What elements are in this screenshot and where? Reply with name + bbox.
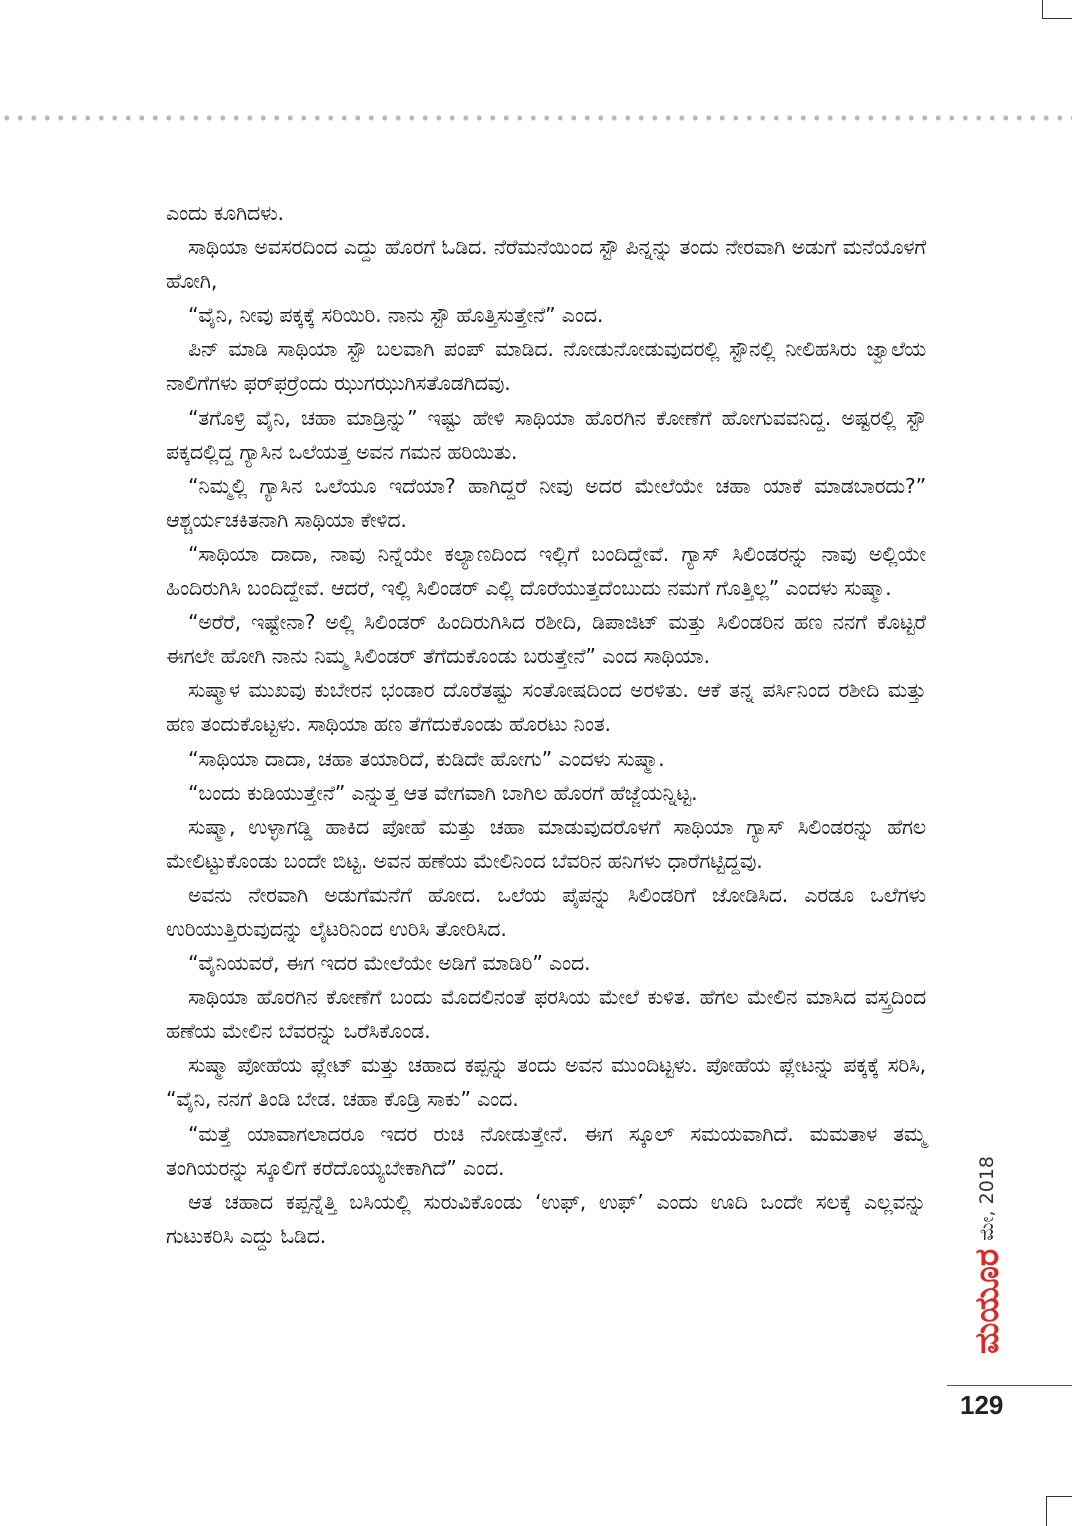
paragraph: “ಬಂದು ಕುಡಿಯುತ್ತೇನೆ” ಎನ್ನುತ್ತ ಆತ ವೇಗವಾಗಿ ಬಾಗಿಲ ಹೊರಗೆ ಹೆಜ್ಜೆಯನ್ನಿಟ್ಟ. (188, 780, 698, 805)
magazine-sidebar (966, 1133, 1008, 1376)
paragraph: ಪಿನ್ ಮಾಡಿ ಸಾಥಿಯಾ ಸ್ಟೌ ಬಲವಾಗಿ ಪಂಪ್ ಮಾಡಿದ. ನೋಡುನೋಡುವುದರಲ್ಲಿ ಸ್ಟೌನಲ್ಲಿ ನೀಲಿಹಸಿರು ಜ್ವಾಲೆಯ ನಾಲಿಗೆಗಳು ಫರ್‌ಫರ್ರೆಂದು ಝುಗಝುಗಿಸತೊಡಗಿದವು. (166, 337, 926, 396)
paragraph: ಸುಷ್ಮಾಳ ಮುಖವು ಕುಬೇರನ ಭಂಡಾರ ದೊರೆತಷ್ಟು ಸಂತೋಷದಿಂದ ಅರಳಿತು. ಆಕೆ ತನ್ನ ಪರ್ಸಿನಿಂದ ರಶೀದಿ ಮತ್ತು ಹಣ ತಂದುಕೊಟ್ಟಳು. ಸಾಥಿಯಾ ಹಣ ತೆಗೆದುಕೊಂಡು ಹೊರಟು ನಿಂತ. (166, 678, 926, 737)
paragraph: “ವೈನಿ, ನೀವು ಪಕ್ಕಕ್ಕೆ ಸರಿಯಿರಿ. ನಾನು ಸ್ಟೌ ಹೊತ್ತಿಸುತ್ತೇನೆ” ಎಂದ. (188, 303, 604, 328)
paragraph: ಆತ ಚಹಾದ ಕಪ್ಪನ್ನೆತ್ತಿ ಬಸಿಯಲ್ಲಿ ಸುರುವಿಕೊಂಡು ‘ಉಫ್, ಉಫ್’ ಎಂದು ಊದಿ ಒಂದೇ ಸಲಕ್ಕೆ ಎಲ್ಲವನ್ನು ಗುಟುಕರಿಸಿ ಎದ್ದು ಓಡಿದ. (166, 1189, 926, 1248)
paragraph: ಎಂದು ಕೂಗಿದಳು. (166, 201, 284, 225)
dotted-divider (0, 114, 1072, 122)
paragraph: “ನಿಮ್ಮಲ್ಲಿ ಗ್ಯಾಸಿನ ಒಲೆಯೂ ಇದೆಯಾ? ಹಾಗಿದ್ದರೆ ನೀವು ಅದರ ಮೇಲೆಯೇ ಚಹಾ ಯಾಕೆ ಮಾಡಬಾರದು?” ಆಶ್ಚರ್ಯಚಕಿತನಾಗಿ ಸಾಥಿಯಾ ಕೇಳಿದ. (166, 473, 926, 532)
paragraph: ಸಾಥಿಯಾ ಅವಸರದಿಂದ ಎದ್ದು ಹೊರಗೆ ಓಡಿದ. ನೆರೆಮನೆಯಿಂದ ಸ್ಟೌ ಪಿನ್ನನ್ನು ತಂದು ನೇರವಾಗಿ ಅಡುಗೆ ಮನೆಯೊಳಗೆ ಹೋಗಿ, (166, 235, 926, 294)
paragraph: ಸುಷ್ಮಾ ಪೋಹೆಯ ಪ್ಲೇಟ್ ಮತ್ತು ಚಹಾದ ಕಪ್ಪನ್ನು ತಂದು ಅವನ ಮುಂದಿಟ್ಟಳು. ಪೋಹೆಯ ಪ್ಲೇಟನ್ನು ಪಕ್ಕಕ್ಕೆ ಸರಿಸಿ, “ವೈನಿ, ನನಗೆ ತಿಂಡಿ ಬೇಡ. ಚಹಾ ಕೊಡ್ರಿ ಸಾಕು” ಎಂದ. (166, 1053, 926, 1112)
paragraph: ಅವನು ನೇರವಾಗಿ ಅಡುಗೆಮನೆಗೆ ಹೋದ. ಒಲೆಯ ಪೈಪನ್ನು ಸಿಲಿಂಡರಿಗೆ ಜೋಡಿಸಿದ. ಎರಡೂ ಒಲೆಗಳು ಉರಿಯುತ್ತಿರುವುದನ್ನು ಲೈಟರಿನಿಂದ ಉರಿಸಿ ತೋರಿಸಿದ. (166, 882, 926, 941)
paragraph: “ತಗೊಳ್ರಿ ವೈನಿ, ಚಹಾ ಮಾಡ್ರಿನ್ನು” ಇಷ್ಟು ಹೇಳಿ ಸಾಥಿಯಾ ಹೊರಗಿನ ಕೋಣೆಗೆ ಹೋಗುವವನಿದ್ದ. ಅಷ್ಟರಲ್ಲಿ ಸ್ಟೌ ಪಕ್ಕದಲ್ಲಿದ್ದ ಗ್ಯಾಸಿನ ಒಲೆಯತ್ತ ಅವನ ಗಮನ ಹರಿಯಿತು. (166, 405, 926, 464)
crop-mark-bottom (1046, 1496, 1072, 1526)
paragraph: “ಮತ್ತೆ ಯಾವಾಗಲಾದರೂ ಇದರ ರುಚಿ ನೋಡುತ್ತೇನೆ. ಈಗ ಸ್ಕೂಲ್ ಸಮಯವಾಗಿದೆ. ಮಮತಾಳ ತಮ್ಮ ತಂಗಿಯರನ್ನು ಸ್ಕೂಲಿಗೆ ಕರೆದೊಯ್ಯಬೇಕಾಗಿದೆ” ಎಂದ. (166, 1121, 926, 1180)
page-number: 129 (960, 1390, 1004, 1420)
magazine-logo: ಮಯೂರ (967, 1248, 1006, 1354)
crop-mark-top (1042, 0, 1072, 19)
article-body (166, 196, 926, 1253)
paragraph: “ಅರೆರೆ, ಇಷ್ಟೇನಾ? ಅಲ್ಲಿ ಸಿಲಿಂಡರ್ ಹಿಂದಿರುಗಿಸಿದ ರಶೀದಿ, ಡಿಪಾಜಿಟ್ ಮತ್ತು ಸಿಲಿಂಡರಿನ ಹಣ ನನಗೆ ಕೊಟ್ಟರೆ ಈಗಲೇ ಹೋಗಿ ನಾನು ನಿಮ್ಮ ಸಿಲಿಂಡರ್ ತೆಗೆದುಕೊಂಡು ಬರುತ್ತೇನೆ” ಎಂದ ಸಾಥಿಯಾ. (166, 610, 926, 669)
paragraph: “ಸಾಥಿಯಾ ದಾದಾ, ಚಹಾ ತಯಾರಿದೆ, ಕುಡಿದೇ ಹೋಗು” ಎಂದಳು ಸುಷ್ಮಾ. (188, 746, 665, 771)
paragraph: “ಸಾಥಿಯಾ ದಾದಾ, ನಾವು ನಿನ್ನೆಯೇ ಕಲ್ಯಾಣದಿಂದ ಇಲ್ಲಿಗೆ ಬಂದಿದ್ದೇವೆ. ಗ್ಯಾಸ್ ಸಿಲಿಂಡರನ್ನು ನಾವು ಅಲ್ಲಿಯೇ ಹಿಂದಿರುಗಿಸಿ ಬಂದಿದ್ದೇವೆ. ಆದರೆ, ಇಲ್ಲಿ ಸಿಲಿಂಡರ್ ಎಲ್ಲಿ ದೊರೆಯುತ್ತದೆಂಬುದು ನಮಗೆ ಗೊತ್ತಿಲ್ಲ” ಎಂದಳು ಸುಷ್ಮಾ. (166, 541, 926, 601)
paragraph: ಸುಷ್ಮಾ, ಉಳ್ಳಾಗಡ್ಡಿ ಹಾಕಿದ ಪೋಹೆ ಮತ್ತು ಚಹಾ ಮಾಡುವುದರೊಳಗೆ ಸಾಥಿಯಾ ಗ್ಯಾಸ್ ಸಿಲಿಂಡರನ್ನು ಹೆಗಲ ಮೇಲಿಟ್ಟುಕೊಂಡು ಬಂದೇ ಬಿಟ್ಟ. ಅವನ ಹಣೆಯ ಮೇಲಿನಿಂದ ಬೆವರಿನ ಹನಿಗಳು ಧಾರೆಗಟ್ಟಿದ್ದವು. (166, 814, 926, 873)
issue-date: ಮೇ, 2018 (976, 1155, 998, 1241)
paragraph: ಸಾಥಿಯಾ ಹೊರಗಿನ ಕೋಣೆಗೆ ಬಂದು ಮೊದಲಿನಂತೆ ಫರಸಿಯ ಮೇಲೆ ಕುಳಿತ. ಹೆಗಲ ಮೇಲಿನ ಮಾಸಿದ ವಸ್ತ್ರದಿಂದ ಹಣೆಯ ಮೇಲಿನ ಬೆವರನ್ನು ಒರೆಸಿಕೊಂಡ. (166, 985, 926, 1044)
paragraph: “ವೈನಿಯವರೆ, ಈಗ ಇದರ ಮೇಲೆಯೇ ಅಡಿಗೆ ಮಾಡಿರಿ” ಎಂದ. (188, 951, 591, 976)
page-number-rule (947, 1385, 1072, 1386)
